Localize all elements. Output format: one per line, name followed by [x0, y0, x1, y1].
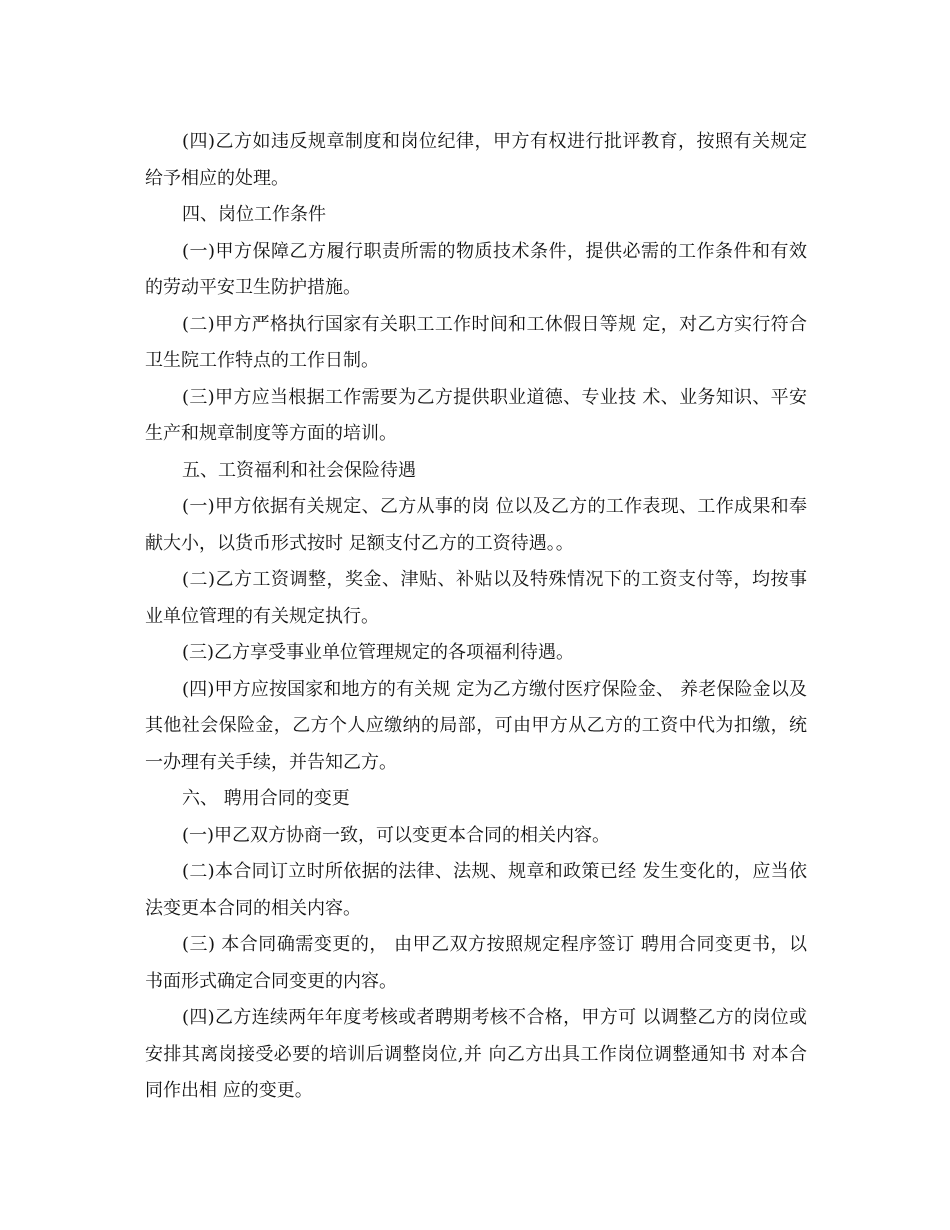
paragraph-training: (三)甲方应当根据工作需要为乙方提供职业道德、专业技 术、业务知识、平安生产和规章制度等方面的培训。	[145, 386, 807, 444]
paragraph-material-conditions: (一)甲方保障乙方履行职责所需的物质技术条件，提供必需的工作条件和有效的劳动平安卫生防护措施。	[145, 240, 807, 298]
paragraph-wage-payment: (一)甲方依据有关规定、乙方从事的岗 位以及乙方的工作表现、工作成果和奉献大小，以货币形式按时 足额支付乙方的工资待遇。。	[145, 496, 807, 554]
paragraph-position-adjustment: (四)乙方连续两年年度考核或者聘期考核不合格，甲方可 以调整乙方的岗位或安排其离岗接受必要的培训后调整岗位,并 向乙方出具工作岗位调整通知书 对本合同作出相 应的变更。	[145, 1007, 807, 1101]
paragraph-change-procedure: (三) 本合同确需变更的， 由甲乙双方按照规定程序签订 聘用合同变更书，以书面形式确定合同变更的内容。	[145, 934, 807, 992]
paragraph-working-hours: (二)甲方严格执行国家有关职工工作时间和工休假日等规 定，对乙方实行符合卫生院工作特点的工作日制。	[145, 313, 807, 371]
document-body	[145, 124, 807, 1110]
paragraph-social-insurance: (四)甲方应按国家和地方的有关规 定为乙方缴付医疗保险金、 养老保险金以及其他社会保险金，乙方个人应缴纳的局部，可由甲方从乙方的工资中代为扣缴，统一办理有关手续，并告知乙方。	[145, 678, 807, 773]
paragraph-welfare: (三)乙方享受事业单位管理规定的各项福利待遇。	[182, 642, 575, 663]
paragraph-legal-changes: (二)本合同订立时所依据的法律、法规、规章和政策已经 发生变化的，应当依法变更本合同的相关内容。	[145, 861, 807, 919]
paragraph-mutual-agreement: (一)甲乙双方协商一致，可以变更本合同的相关内容。	[182, 824, 611, 846]
section-heading-wages-insurance: 五、工资福利和社会保险待遇	[182, 459, 416, 481]
paragraph-disciplinary-handling: (四)乙方如违反规章制度和岗位纪律，甲方有权进行批评教育，按照有关规定给予相应的处理。	[145, 131, 807, 189]
paragraph-wage-adjustment: (二)乙方工资调整，奖金、津贴、补贴以及特殊情况下的工资支付等，均按事业单位管理的有关规定执行。	[145, 569, 807, 627]
section-heading-working-conditions: 四、岗位工作条件	[182, 204, 326, 225]
section-heading-contract-changes: 六、 聘用合同的变更	[182, 788, 350, 809]
